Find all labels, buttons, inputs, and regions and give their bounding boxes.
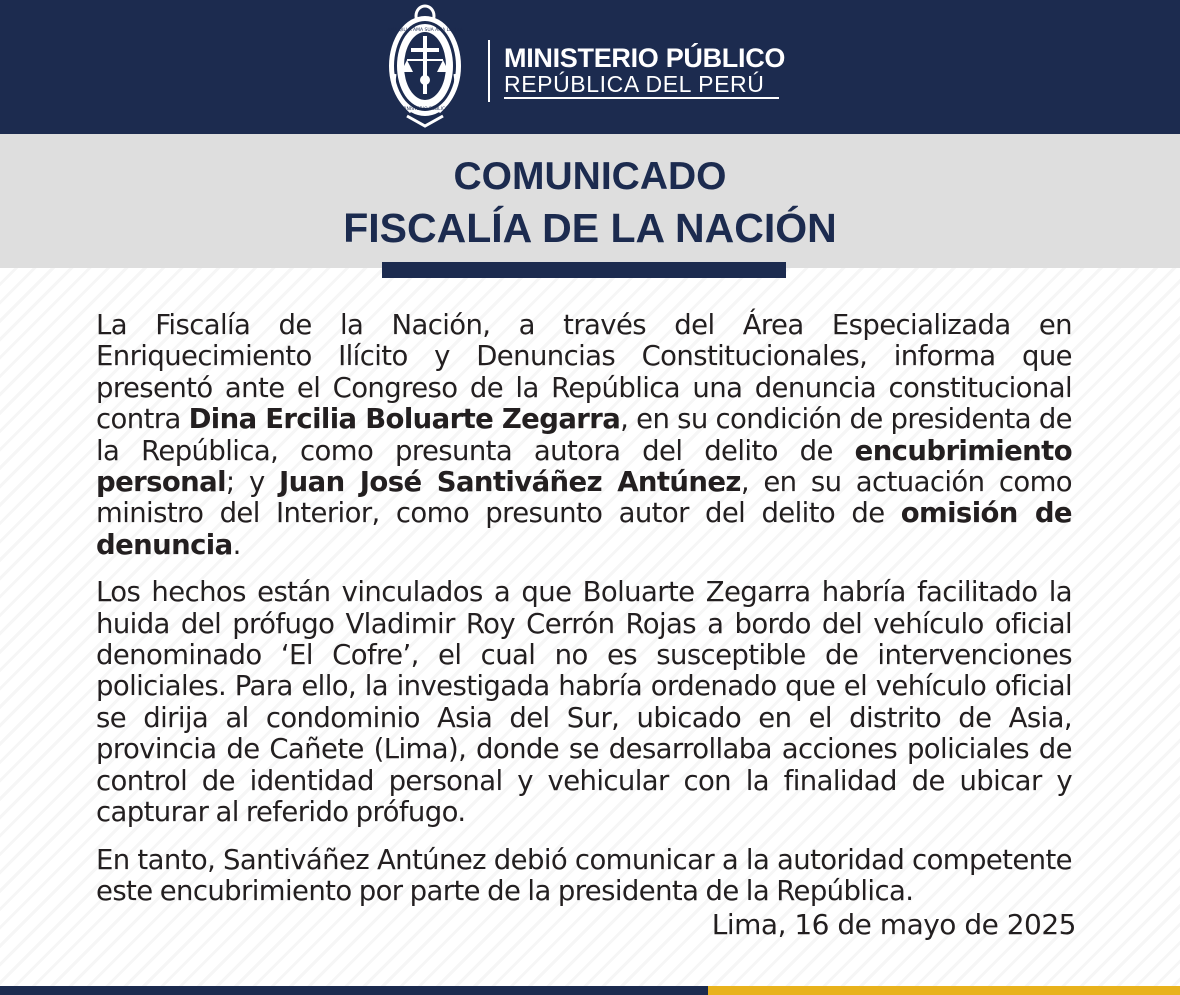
paragraph-3: En tanto, Santiváñez Antúnez debió comunicar a la autoridad competente este encubrimiento por parte de la presidenta de la República. — [96, 843, 1072, 907]
seal-text-top: AMA QILLA AMA SUA AMA LLULLA — [387, 28, 463, 33]
seal-text-bottom: MINISTERIO PÚBLICO — [401, 107, 449, 112]
organization-subtitle-underline — [504, 97, 779, 99]
paragraph-2: Los hechos están vinculados a que Boluarte Zegarra habría facilitado la huida del prófugo Vladimir Roy Cerrón Rojas a bordo del vehículo oficial denominado ‘El Cofre’, el cual no es susceptible de intervenciones policiales. Para ello, la investigada habría ordenado que el vehículo oficial se dirija al condominio Asia del Sur, ubicado en el distrito de Asia, provincia de Cañete (Lima), donde se desarrollaba acciones policiales de control de identidad personal y vehicular con la finalidad de ubicar y capturar al referido prófugo. — [96, 576, 1072, 829]
paragraph-1 — [96, 310, 1072, 561]
ministerio-publico-seal-icon — [385, 2, 465, 128]
organization-subtitle: REPÚBLICA DEL PERÚ — [504, 71, 765, 97]
communique-body — [96, 310, 1072, 923]
p1-bold-name-boluarte: Dina Ercilia Boluarte Zegarra — [188, 403, 621, 436]
p1-bold-crime-1: encubrimiento personal — [96, 434, 1072, 499]
p1-text-3: ; y — [225, 466, 280, 499]
title-comunicado: COMUNICADO — [453, 155, 727, 198]
organization-name: MINISTERIO PÚBLICO — [504, 43, 786, 73]
footer-stripe-gold — [708, 986, 1180, 995]
footer-stripe-navy — [0, 986, 708, 995]
logo-divider — [488, 40, 490, 102]
date-line: Lima, 16 de mayo de 2025 — [711, 908, 1076, 941]
title-fiscalia: FISCALÍA DE LA NACIÓN — [343, 205, 837, 251]
title-underline-bar — [382, 262, 786, 278]
p1-text-1: La Fiscalía de la Nación, a través del Área Especializada en Enriquecimiento Ilícito y Denuncias Constitucionales, informa que presentó ante el Congreso de la República una denuncia constitucional contra — [96, 309, 1072, 436]
p1-bold-name-santivanez: Juan José Santiváñez Antúnez — [279, 466, 741, 499]
p1-text-5: . — [232, 528, 241, 561]
p1-text-2: , en su condición de presidenta de la República, como presunta autora del delito de — [96, 403, 1072, 467]
p1-bold-crime-2: omisión de denuncia — [96, 497, 1072, 561]
p1-text-4: , en su actuación como ministro del Interior, como presunto autor del delito de — [96, 466, 1072, 530]
